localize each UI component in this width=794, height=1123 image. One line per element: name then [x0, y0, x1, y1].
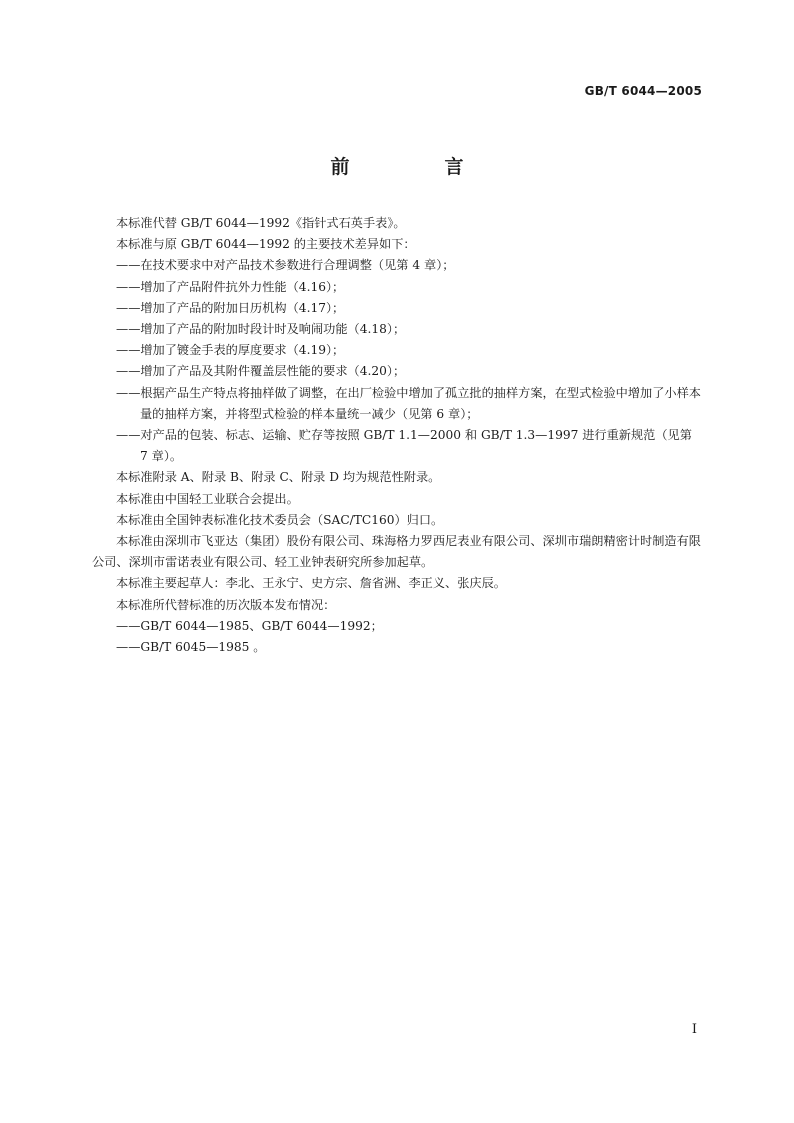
- paragraph-responsible-committee: 本标准由全国钟表标准化技术委员会（SAC/TC160）归口。: [116, 512, 444, 527]
- list-item: ——增加了产品的附加日历机构（4.17）；: [116, 300, 345, 315]
- list-item: ——增加了产品附件抗外力性能（4.16）；: [116, 279, 345, 294]
- list-item: ——根据产品生产特点将抽样做了调整，在出厂检验中增加了孤立批的抽样方案，在型式检验中增加了小样本量的抽样方案，并将型式检验的样本量统一减少（见第 6 章）；: [116, 385, 701, 421]
- standard-code: GB/T 6044—2005: [584, 84, 702, 98]
- page-number: I: [691, 1022, 697, 1037]
- page-title: 前 言: [330, 156, 502, 178]
- paragraph-drafters: 本标准主要起草人：李北、王永宁、史方宗、詹省洲、李正义、张庆辰。: [116, 576, 506, 591]
- list-item: ——在技术要求中对产品技术参数进行合理调整（见第 4 章）；: [116, 258, 455, 273]
- paragraph-annexes: 本标准附录 A、附录 B、附录 C、附录 D 均为规范性附录。: [116, 470, 441, 485]
- list-item: ——增加了产品的附加时段计时及响闹功能（4.18）；: [116, 322, 406, 337]
- paragraph-replaces: 本标准代替 GB/T 6044—1992《指针式石英手表》。: [116, 216, 406, 230]
- list-item: ——对产品的包装、标志、运输、贮存等按照 GB/T 1.1—2000 和 GB/T 1.3—1997 进行重新规范（见第 7 章）。: [116, 428, 692, 464]
- paragraph-previous-editions: 本标准所代替标准的历次版本发布情况：: [116, 597, 336, 612]
- list-item: ——GB/T 6045—1985 。: [116, 640, 266, 655]
- paragraph-proposer: 本标准由中国轻工业联合会提出。: [116, 491, 299, 506]
- list-item: ——GB/T 6044—1985、GB/T 6044—1992；: [116, 618, 383, 633]
- list-item: ——增加了产品及其附件覆盖层性能的要求（4.20）；: [116, 364, 406, 379]
- list-item: ——增加了镀金手表的厚度要求（4.19）；: [116, 343, 345, 358]
- document-body: [92, 213, 702, 658]
- paragraph-differences-intro: 本标准与原 GB/T 6044—1992 的主要技术差异如下：: [116, 237, 416, 252]
- paragraph-drafting-units: 本标准由深圳市飞亚达（集团）股份有限公司、珠海格力罗西尼表业有限公司、深圳市瑞朗精密计时制造有限公司、深圳市雷诺表业有限公司、轻工业钟表研究所参加起草。: [92, 534, 701, 570]
